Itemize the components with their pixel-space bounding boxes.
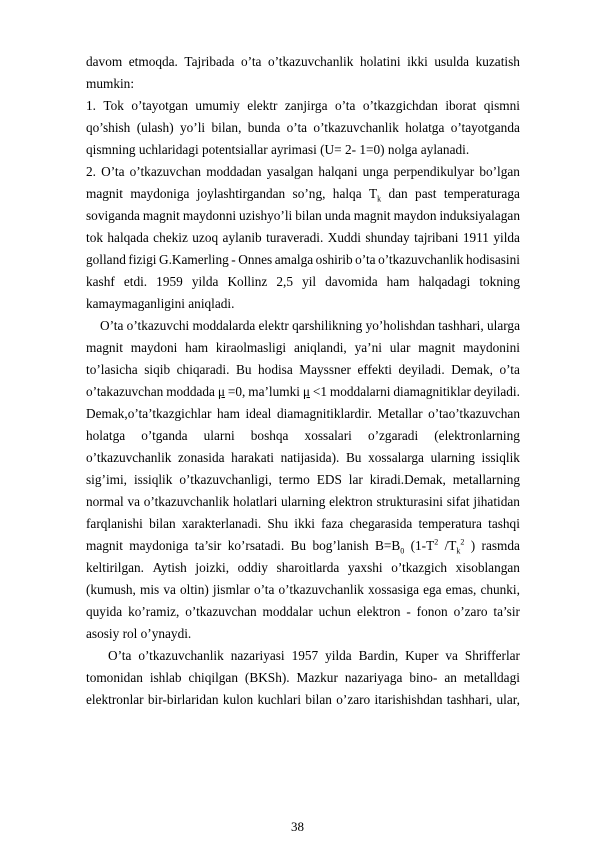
word: o’zaro — [336, 692, 371, 707]
word: magnit — [86, 538, 123, 553]
word: o’tkazuvchanlik — [378, 252, 464, 267]
word: Shrifferlar — [464, 648, 520, 663]
word: kiradi.Demak, — [369, 472, 446, 487]
word: ham — [217, 406, 240, 421]
text-line — [86, 117, 520, 139]
word: metallarning — [452, 472, 520, 487]
word: deyiladi. — [473, 384, 520, 399]
word: o’ta — [240, 54, 262, 69]
word: farqlanishi — [86, 516, 143, 531]
word: ya’ni — [354, 340, 382, 355]
word: ishlab — [149, 670, 182, 685]
word: metalldagi — [463, 670, 520, 685]
text-line — [86, 425, 520, 447]
word: an — [444, 670, 457, 685]
text-line — [86, 557, 520, 579]
word: unga — [362, 164, 389, 179]
word: 2. — [86, 164, 96, 179]
text-line — [86, 601, 520, 623]
text-line — [86, 447, 520, 469]
word: nazariyaga — [344, 670, 403, 685]
word: aniqlandi, — [293, 340, 347, 355]
word: aylanib — [222, 230, 262, 245]
subscript: 0 — [400, 546, 405, 556]
word: quyida — [86, 604, 123, 619]
word: rasmda — [481, 538, 520, 553]
word: oshirib — [315, 252, 353, 267]
word: maydonini — [463, 340, 520, 355]
word: ularga — [486, 318, 520, 333]
word: ko’rsatadi. — [227, 538, 285, 553]
word: temperatura — [418, 516, 482, 531]
word: iborat — [445, 98, 477, 113]
text-line — [86, 271, 520, 293]
word: tashqi — [488, 516, 520, 531]
word: bilan, — [211, 120, 242, 135]
word: yilda — [191, 274, 219, 289]
word: moddalarni — [329, 384, 391, 399]
word: xossalari — [304, 428, 352, 443]
text-line — [86, 95, 520, 117]
word: halqadagi — [418, 274, 471, 289]
word: normal — [86, 494, 124, 509]
word: mis — [139, 582, 160, 597]
word: tajribani — [414, 230, 459, 245]
word: keltirilgan. — [86, 560, 144, 575]
text-line — [86, 73, 520, 95]
word: magnit — [86, 186, 123, 201]
word: 2,5 — [276, 274, 294, 289]
word: tokning — [479, 274, 520, 289]
word: bunda — [247, 120, 281, 135]
word: μ — [217, 384, 225, 399]
word: Bu — [235, 362, 252, 377]
word: tashhari, — [446, 692, 493, 707]
superscript: 2 — [460, 537, 465, 547]
word: ular — [389, 340, 411, 355]
word: o’ta — [355, 252, 376, 267]
word: o’tkazgich — [391, 560, 448, 575]
word: o’tkazuvchanlik — [143, 494, 230, 509]
word: fizigi — [128, 252, 157, 267]
line-text: kamaymaganligini aniqladi. — [86, 296, 235, 311]
word: tok — [86, 230, 103, 245]
word: o’ta — [334, 98, 356, 113]
text-line — [86, 161, 520, 183]
word: chiqilgan — [188, 670, 238, 685]
subscript: k — [456, 546, 461, 556]
word: O’ta — [108, 648, 132, 663]
word: chegarasida — [349, 516, 413, 531]
word: yilda — [325, 648, 352, 663]
word: unda — [324, 208, 351, 223]
word: chekiz — [153, 230, 188, 245]
word: Bu — [345, 450, 362, 465]
word: elektr — [247, 98, 278, 113]
word: halqa — [332, 186, 362, 201]
word: Bu — [290, 538, 307, 553]
text-line — [86, 535, 520, 557]
line-text: qismning uchlaridagi potentsiallar ayrimasi (U= 2- 1=0) nolga aylanadi. — [86, 142, 470, 157]
text-line — [86, 249, 520, 271]
word: Metallar — [377, 406, 423, 421]
word: va — [127, 494, 140, 509]
word: o’zgaradi — [367, 428, 419, 443]
word: uzishyo’li — [239, 208, 293, 223]
word: $/T_k^2$ — [444, 537, 465, 556]
word: (elektronlarning — [434, 428, 520, 443]
word: perpendikulyar — [393, 164, 475, 179]
word: Xuddi — [327, 230, 361, 245]
word: so’ng, — [292, 186, 326, 201]
text-line — [86, 469, 520, 491]
word: hodisasini — [466, 252, 520, 267]
word: yaxshi — [347, 560, 383, 575]
text-line — [86, 403, 520, 425]
word: sharoitlarda — [276, 560, 340, 575]
word: uzoq — [192, 230, 219, 245]
word: o’ta — [286, 120, 308, 135]
word: jismlar — [212, 582, 250, 597]
word: natijasida). — [280, 450, 340, 465]
word: o’ta — [499, 362, 520, 377]
word: issiqlik — [133, 472, 173, 487]
page-number: 38 — [291, 819, 304, 834]
word: kashf — [86, 274, 115, 289]
word: o’tkazuvchan — [185, 604, 257, 619]
word: o’takazuvchan — [86, 384, 164, 399]
text-line — [86, 623, 520, 645]
word: kuchlari — [257, 692, 302, 707]
line-text: asosiy rol o’ynaydi. — [86, 626, 192, 641]
word: ularning — [281, 494, 326, 509]
word: kuzatish — [475, 54, 520, 69]
word: o’tkazuvchanlik — [86, 450, 172, 465]
word: O’ta — [100, 318, 124, 333]
word: holatga — [405, 120, 445, 135]
text-line — [86, 51, 520, 73]
word: - — [231, 252, 236, 267]
word: ikki — [294, 516, 315, 531]
word: joizki, — [195, 560, 230, 575]
word: holatini — [359, 54, 401, 69]
word: moddada — [166, 384, 215, 399]
word: o’tkazuvchi — [126, 318, 190, 333]
word: qismni — [483, 98, 520, 113]
word: Demak, — [451, 362, 493, 377]
word: issiqlik — [481, 450, 520, 465]
word: harakati — [231, 450, 274, 465]
word: umumiy — [195, 98, 240, 113]
word: bino- — [409, 670, 438, 685]
text-line — [86, 667, 520, 689]
word: zanjirga — [284, 98, 328, 113]
word: μ — [302, 384, 310, 399]
word: fonon — [416, 604, 448, 619]
word: va — [445, 648, 458, 663]
word: o’tkazuvchanlik — [313, 120, 399, 135]
word: ideal — [245, 406, 272, 421]
word: magnit — [86, 340, 123, 355]
word: bilan — [295, 208, 322, 223]
word: effekti — [357, 362, 392, 377]
word: tashhari, — [438, 318, 484, 333]
word: ($1-T^2$ — [410, 537, 439, 553]
word: chiqaradi. — [176, 362, 230, 377]
word: ma’lumki — [248, 384, 300, 399]
word: yasalgan — [266, 164, 314, 179]
text-line — [86, 491, 520, 513]
word: Tok — [103, 98, 124, 113]
text-line — [86, 381, 520, 403]
word: bilan — [149, 516, 176, 531]
text-line — [86, 293, 520, 315]
word: elektron — [329, 494, 373, 509]
word: siqib — [144, 362, 171, 377]
word: ) — [470, 538, 476, 553]
word: bo’lgan — [479, 164, 520, 179]
word: o’tao’tkazuvchan — [428, 406, 520, 421]
word: (ulash) — [136, 120, 174, 135]
text-line — [86, 337, 520, 359]
word: (BKSh). — [244, 670, 290, 685]
word: Kuper — [405, 648, 439, 663]
word: diamagnitiklar — [393, 384, 471, 399]
word: moddalarda — [192, 318, 256, 333]
word: Mayssner — [299, 362, 351, 377]
word: qarshilikning — [292, 318, 363, 333]
word: Mazkur — [296, 670, 338, 685]
word: elektronlar — [86, 692, 144, 707]
word: maydoniga — [130, 186, 190, 201]
word: termo — [278, 472, 310, 487]
text-line — [86, 183, 520, 205]
word: va — [163, 582, 176, 597]
text-line — [86, 227, 520, 249]
word: magnit — [142, 208, 180, 223]
word: o’tganda — [141, 428, 188, 443]
word: xossalarga — [368, 450, 424, 465]
word: =0, — [227, 384, 246, 399]
word: O’ta — [101, 164, 125, 179]
word: Tajribada — [184, 54, 235, 69]
word: moddadan — [206, 164, 262, 179]
word: davomida — [325, 274, 378, 289]
word: o’tkazuvchanlik — [278, 582, 364, 597]
word: tomonidan — [86, 670, 143, 685]
word: o’tkazuvchanlik — [267, 54, 354, 69]
word: Demak,o’ta’tkazgichlar — [86, 406, 212, 421]
word: itarishishdan — [374, 692, 443, 707]
word: lar — [348, 472, 363, 487]
word: oddiy — [237, 560, 268, 575]
word: bilan — [305, 692, 332, 707]
word: faza — [321, 516, 344, 531]
word: ta’sir — [493, 604, 520, 619]
word: qo’shish — [86, 120, 131, 135]
document-body — [86, 51, 520, 711]
word: EDS — [316, 472, 342, 487]
word: Aytish — [152, 560, 187, 575]
line-text: mumkin: — [86, 76, 135, 91]
word: maydoniga — [129, 538, 189, 553]
word: moddalar — [262, 604, 313, 619]
word: nazariyasi — [230, 648, 285, 663]
word: joylashtirgandan — [196, 186, 286, 201]
word: maydonni — [182, 208, 237, 223]
word: boshqa — [250, 428, 289, 443]
word: yo’li — [180, 120, 206, 135]
word: davom — [86, 54, 123, 69]
word: G.Kamerling — [158, 252, 229, 267]
text-line — [86, 689, 520, 711]
word: o’tkazuvchanligi, — [179, 472, 272, 487]
subscript: k — [377, 194, 382, 204]
word: chunki, — [480, 582, 520, 597]
word: ular, — [496, 692, 520, 707]
word: xisoblangan — [455, 560, 520, 575]
word: strukturasini — [376, 494, 443, 509]
word: 1959 — [156, 274, 183, 289]
text-line — [86, 513, 520, 535]
word: maydon — [393, 208, 437, 223]
word: amalga — [274, 252, 314, 267]
word: zonasida — [178, 450, 225, 465]
word: magnit — [353, 208, 391, 223]
word: to’lasicha — [86, 362, 138, 377]
text-line — [86, 139, 520, 161]
word: hodisa — [258, 362, 293, 377]
word: ham — [185, 340, 209, 355]
text-line — [86, 645, 520, 667]
word: oltin) — [179, 582, 209, 597]
word: bir-birlaridan — [147, 692, 219, 707]
word: 1957 — [291, 648, 319, 663]
word: o’tayotgan — [131, 98, 188, 113]
word: elektron — [356, 604, 401, 619]
word: halqani — [318, 164, 358, 179]
word: maydoni — [130, 340, 178, 355]
word: deyiladi. — [398, 362, 445, 377]
word: yilda — [493, 230, 520, 245]
word: kulon — [222, 692, 254, 707]
word: ham — [386, 274, 410, 289]
word: past — [415, 186, 437, 201]
word: diamagnitiklardir. — [276, 406, 372, 421]
word: xossasiga — [368, 582, 419, 597]
word: o’tayotganda — [450, 120, 520, 135]
word: o’zaro — [453, 604, 488, 619]
word: bog’lanish — [312, 538, 369, 553]
word: usulda — [434, 54, 470, 69]
word: <1 — [312, 384, 328, 399]
word: 1911 — [462, 230, 489, 245]
word: magnit — [418, 340, 456, 355]
word: $T_k$ — [368, 186, 382, 204]
word: jihatidan — [473, 494, 520, 509]
word: holatga — [86, 428, 126, 443]
word: temperaturaga — [443, 186, 520, 201]
word: kiraolmasligi — [215, 340, 287, 355]
word: ularni — [203, 428, 235, 443]
word: shunday — [365, 230, 410, 245]
word: halqada — [107, 230, 149, 245]
word: holatlari — [232, 494, 278, 509]
word: sifat — [446, 494, 470, 509]
word: ikki — [407, 54, 428, 69]
word: ko’ramiz, — [128, 604, 180, 619]
word: Onnes — [238, 252, 273, 267]
word: induksiyalagan — [439, 208, 520, 223]
word: xarakterlanadi. — [181, 516, 262, 531]
word: ta’sir — [194, 538, 222, 553]
word: Kollinz — [227, 274, 268, 289]
text-line — [86, 205, 520, 227]
word: yo’holishdan — [365, 318, 435, 333]
word: etdi. — [123, 274, 148, 289]
word: o’tkazuvchan — [129, 164, 202, 179]
superscript: 2 — [434, 537, 439, 547]
word: o’ta — [253, 582, 275, 597]
word: soviganda — [86, 208, 140, 223]
word: elektr — [258, 318, 289, 333]
word: ega — [423, 582, 442, 597]
word: - — [406, 604, 411, 619]
word: emas, — [445, 582, 477, 597]
text-line — [86, 359, 520, 381]
word: o’tkazgichdan — [362, 98, 438, 113]
word: etmoqda. — [128, 54, 178, 69]
word: turaveradi. — [266, 230, 324, 245]
word: yil — [302, 274, 317, 289]
word: golland — [86, 252, 126, 267]
word: o’tkazuvchanlik — [138, 648, 224, 663]
word: ularning — [430, 450, 475, 465]
word: uchun — [318, 604, 352, 619]
word: dan — [388, 186, 408, 201]
word: (kumush, — [86, 582, 136, 597]
text-line — [86, 579, 520, 601]
text-line — [86, 315, 520, 337]
word: 1. — [86, 98, 96, 113]
word: Shu — [267, 516, 289, 531]
word: Bardin, — [358, 648, 399, 663]
word: $B=B_0$ — [374, 538, 405, 556]
word: sig’imi, — [86, 472, 128, 487]
